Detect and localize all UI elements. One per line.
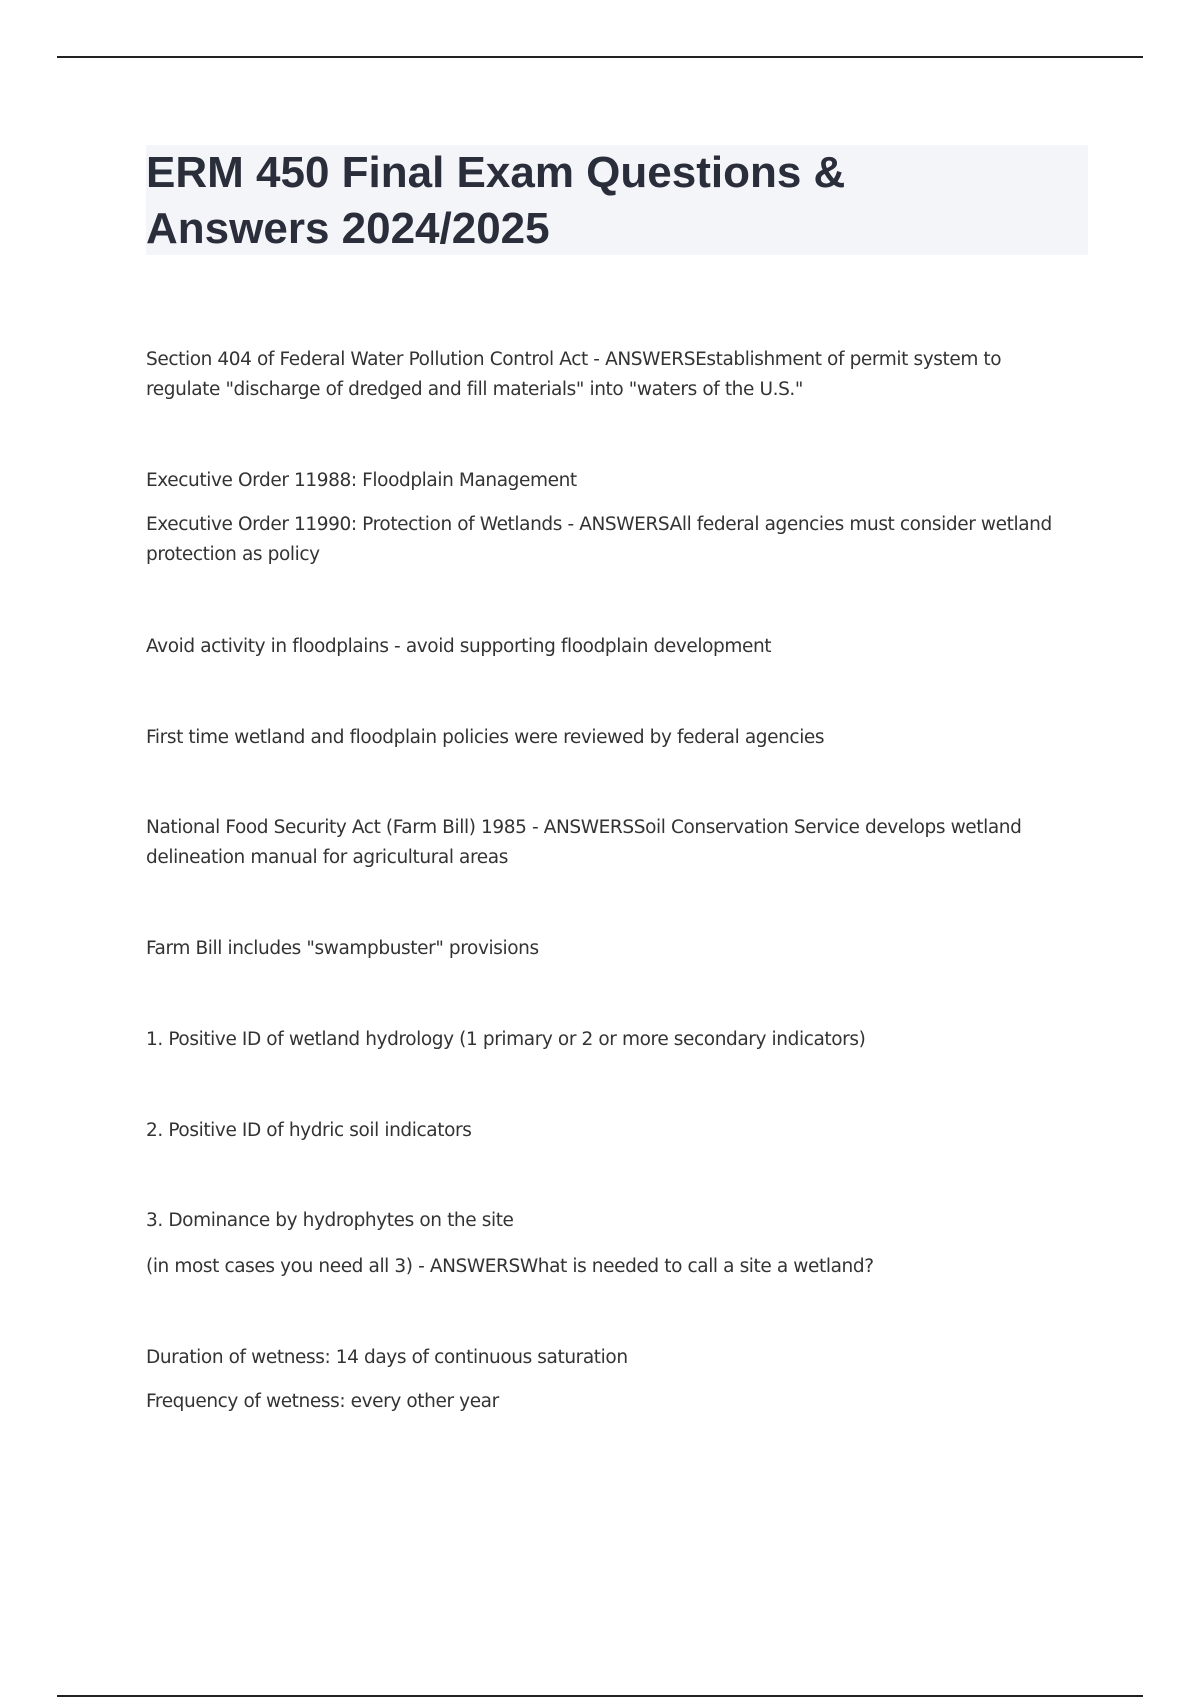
page-title: ERM 450 Final Exam Questions & Answers 2024/2025 [146,148,846,253]
paragraph: 2. Positive ID of hydric soil indicators [146,1120,472,1141]
paragraph: Avoid activity in floodplains - avoid supporting floodplain development [146,636,772,657]
paragraph: Section 404 of Federal Water Pollution Control Act - ANSWERSEstablishment of permit system to regulate "discharge of dredged and fill materials" into "waters of the U.S." [146,349,1002,400]
paragraph: First time wetland and floodplain policies were reviewed by federal agencies [146,727,825,748]
bottom-rule [57,1695,1143,1697]
top-rule [57,56,1143,58]
paragraph: 3. Dominance by hydrophytes on the site [146,1210,514,1231]
paragraph: Farm Bill includes "swampbuster" provisions [146,938,539,959]
paragraph: Duration of wetness: 14 days of continuous saturation [146,1347,628,1368]
paragraph: National Food Security Act (Farm Bill) 1985 - ANSWERSSoil Conservation Service develops wetland delineation manual for agricultural areas [146,817,1022,868]
paragraph: 1. Positive ID of wetland hydrology (1 primary or 2 or more secondary indicators) [146,1029,866,1050]
paragraph: Frequency of wetness: every other year [146,1391,499,1412]
paragraph: Executive Order 11988: Floodplain Management [146,470,577,491]
paragraph: (in most cases you need all 3) - ANSWERSWhat is needed to call a site a wetland? [146,1256,874,1277]
paragraph: Executive Order 11990: Protection of Wetlands - ANSWERSAll federal agencies must consider wetland protection as policy [146,514,1052,565]
title-banner [146,145,1088,255]
